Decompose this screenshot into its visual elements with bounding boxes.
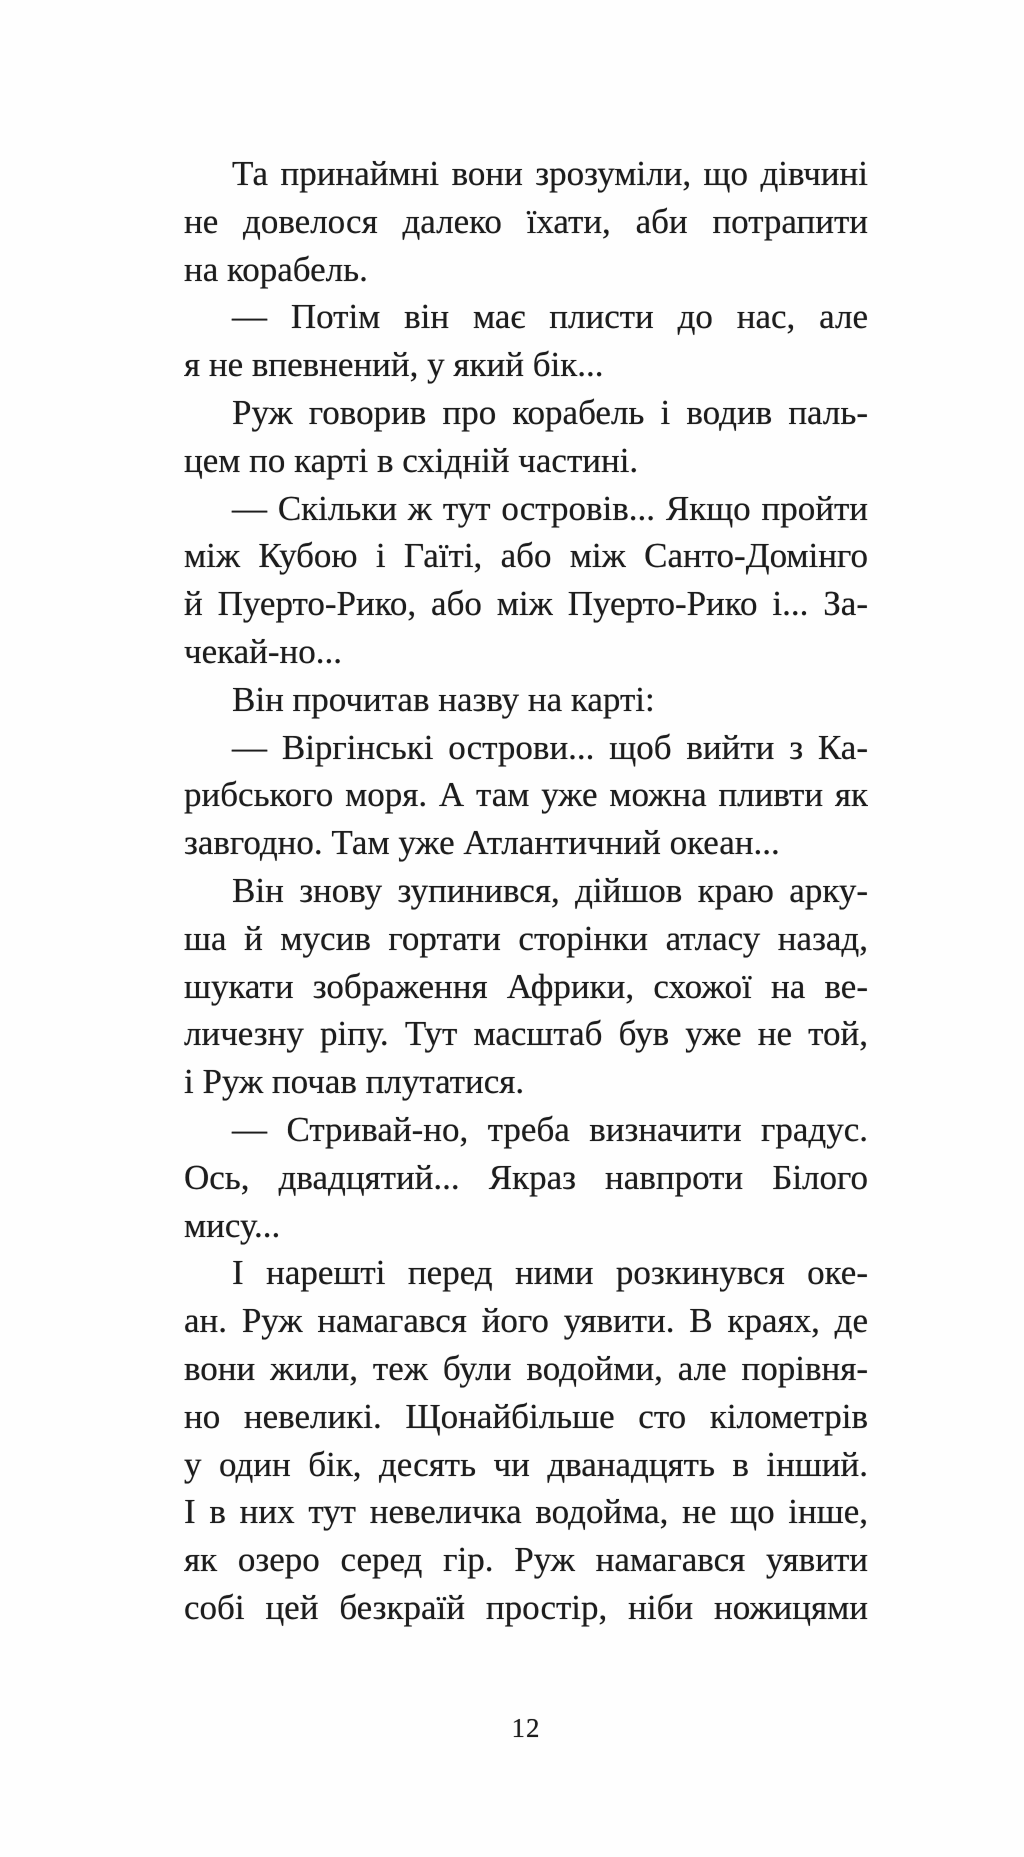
text-line: І нарешті перед ними розкинувся оке-: [232, 1253, 868, 1293]
text-line: — Потім він має плисти до нас, але: [232, 297, 868, 337]
text-line: но невеликі. Щонайбільше сто кілометрів: [184, 1396, 868, 1436]
text-line: мису...: [184, 1205, 281, 1245]
text-line: собі цей безкраїй простір, ніби ножицями: [184, 1587, 868, 1627]
text-line: у один бік, десять чи дванадцять в інший.: [184, 1444, 868, 1484]
text-line: рибського моря. А там уже можна пливти як: [184, 775, 868, 815]
body-text-block: [184, 150, 868, 1632]
text-line: не довелося далеко їхати, аби потрапити: [184, 201, 868, 241]
text-line: чекай-но...: [184, 631, 343, 671]
text-line: Він прочитав назву на карті:: [232, 679, 655, 719]
text-line: на корабель.: [184, 249, 368, 289]
text-line: Та принаймні вони зрозуміли, що дівчині: [232, 154, 868, 193]
page-number: 12: [511, 1713, 541, 1743]
text-line: Ось, двадцятий... Якраз навпроти Білого: [184, 1157, 868, 1197]
text-line: й Пуерто-Рико, або між Пуерто-Рико і... За-: [184, 584, 868, 624]
text-line: завгодно. Там уже Атлантичний океан...: [184, 823, 780, 863]
text-line: і Руж почав плутатися.: [184, 1062, 525, 1102]
text-line: між Кубою і Гаїті, або між Санто-Домінго: [184, 536, 868, 576]
text-line: — Віргінські острови... щоб вийти з Ка-: [232, 727, 868, 767]
text-line: І в них тут невеличка водойма, не що інше,: [184, 1492, 868, 1532]
text-line: Руж говорив про корабель і водив паль-: [232, 392, 868, 432]
text-line: — Скільки ж тут островів... Якщо пройти: [232, 488, 868, 528]
text-line: цем по карті в східній частині.: [184, 440, 639, 480]
text-line: я не впевнений, у який бік...: [184, 345, 604, 385]
text-line: — Стривай-но, треба визначити градус.: [232, 1109, 868, 1149]
text-line: ан. Руж намагався його уявити. В краях, де: [184, 1301, 868, 1341]
text-line: вони жили, теж були водойми, але порівня-: [184, 1348, 868, 1388]
text-line: шукати зображення Африки, схожої на ве-: [184, 966, 868, 1006]
text-line: личезну ріпу. Тут масштаб був уже не той,: [184, 1014, 868, 1054]
text-line: Він знову зупинився, дійшов краю арку-: [232, 870, 868, 910]
text-line: ша й мусив гортати сторінки атласу назад,: [184, 918, 868, 958]
text-line: як озеро серед гір. Руж намагався уявити: [184, 1540, 868, 1580]
